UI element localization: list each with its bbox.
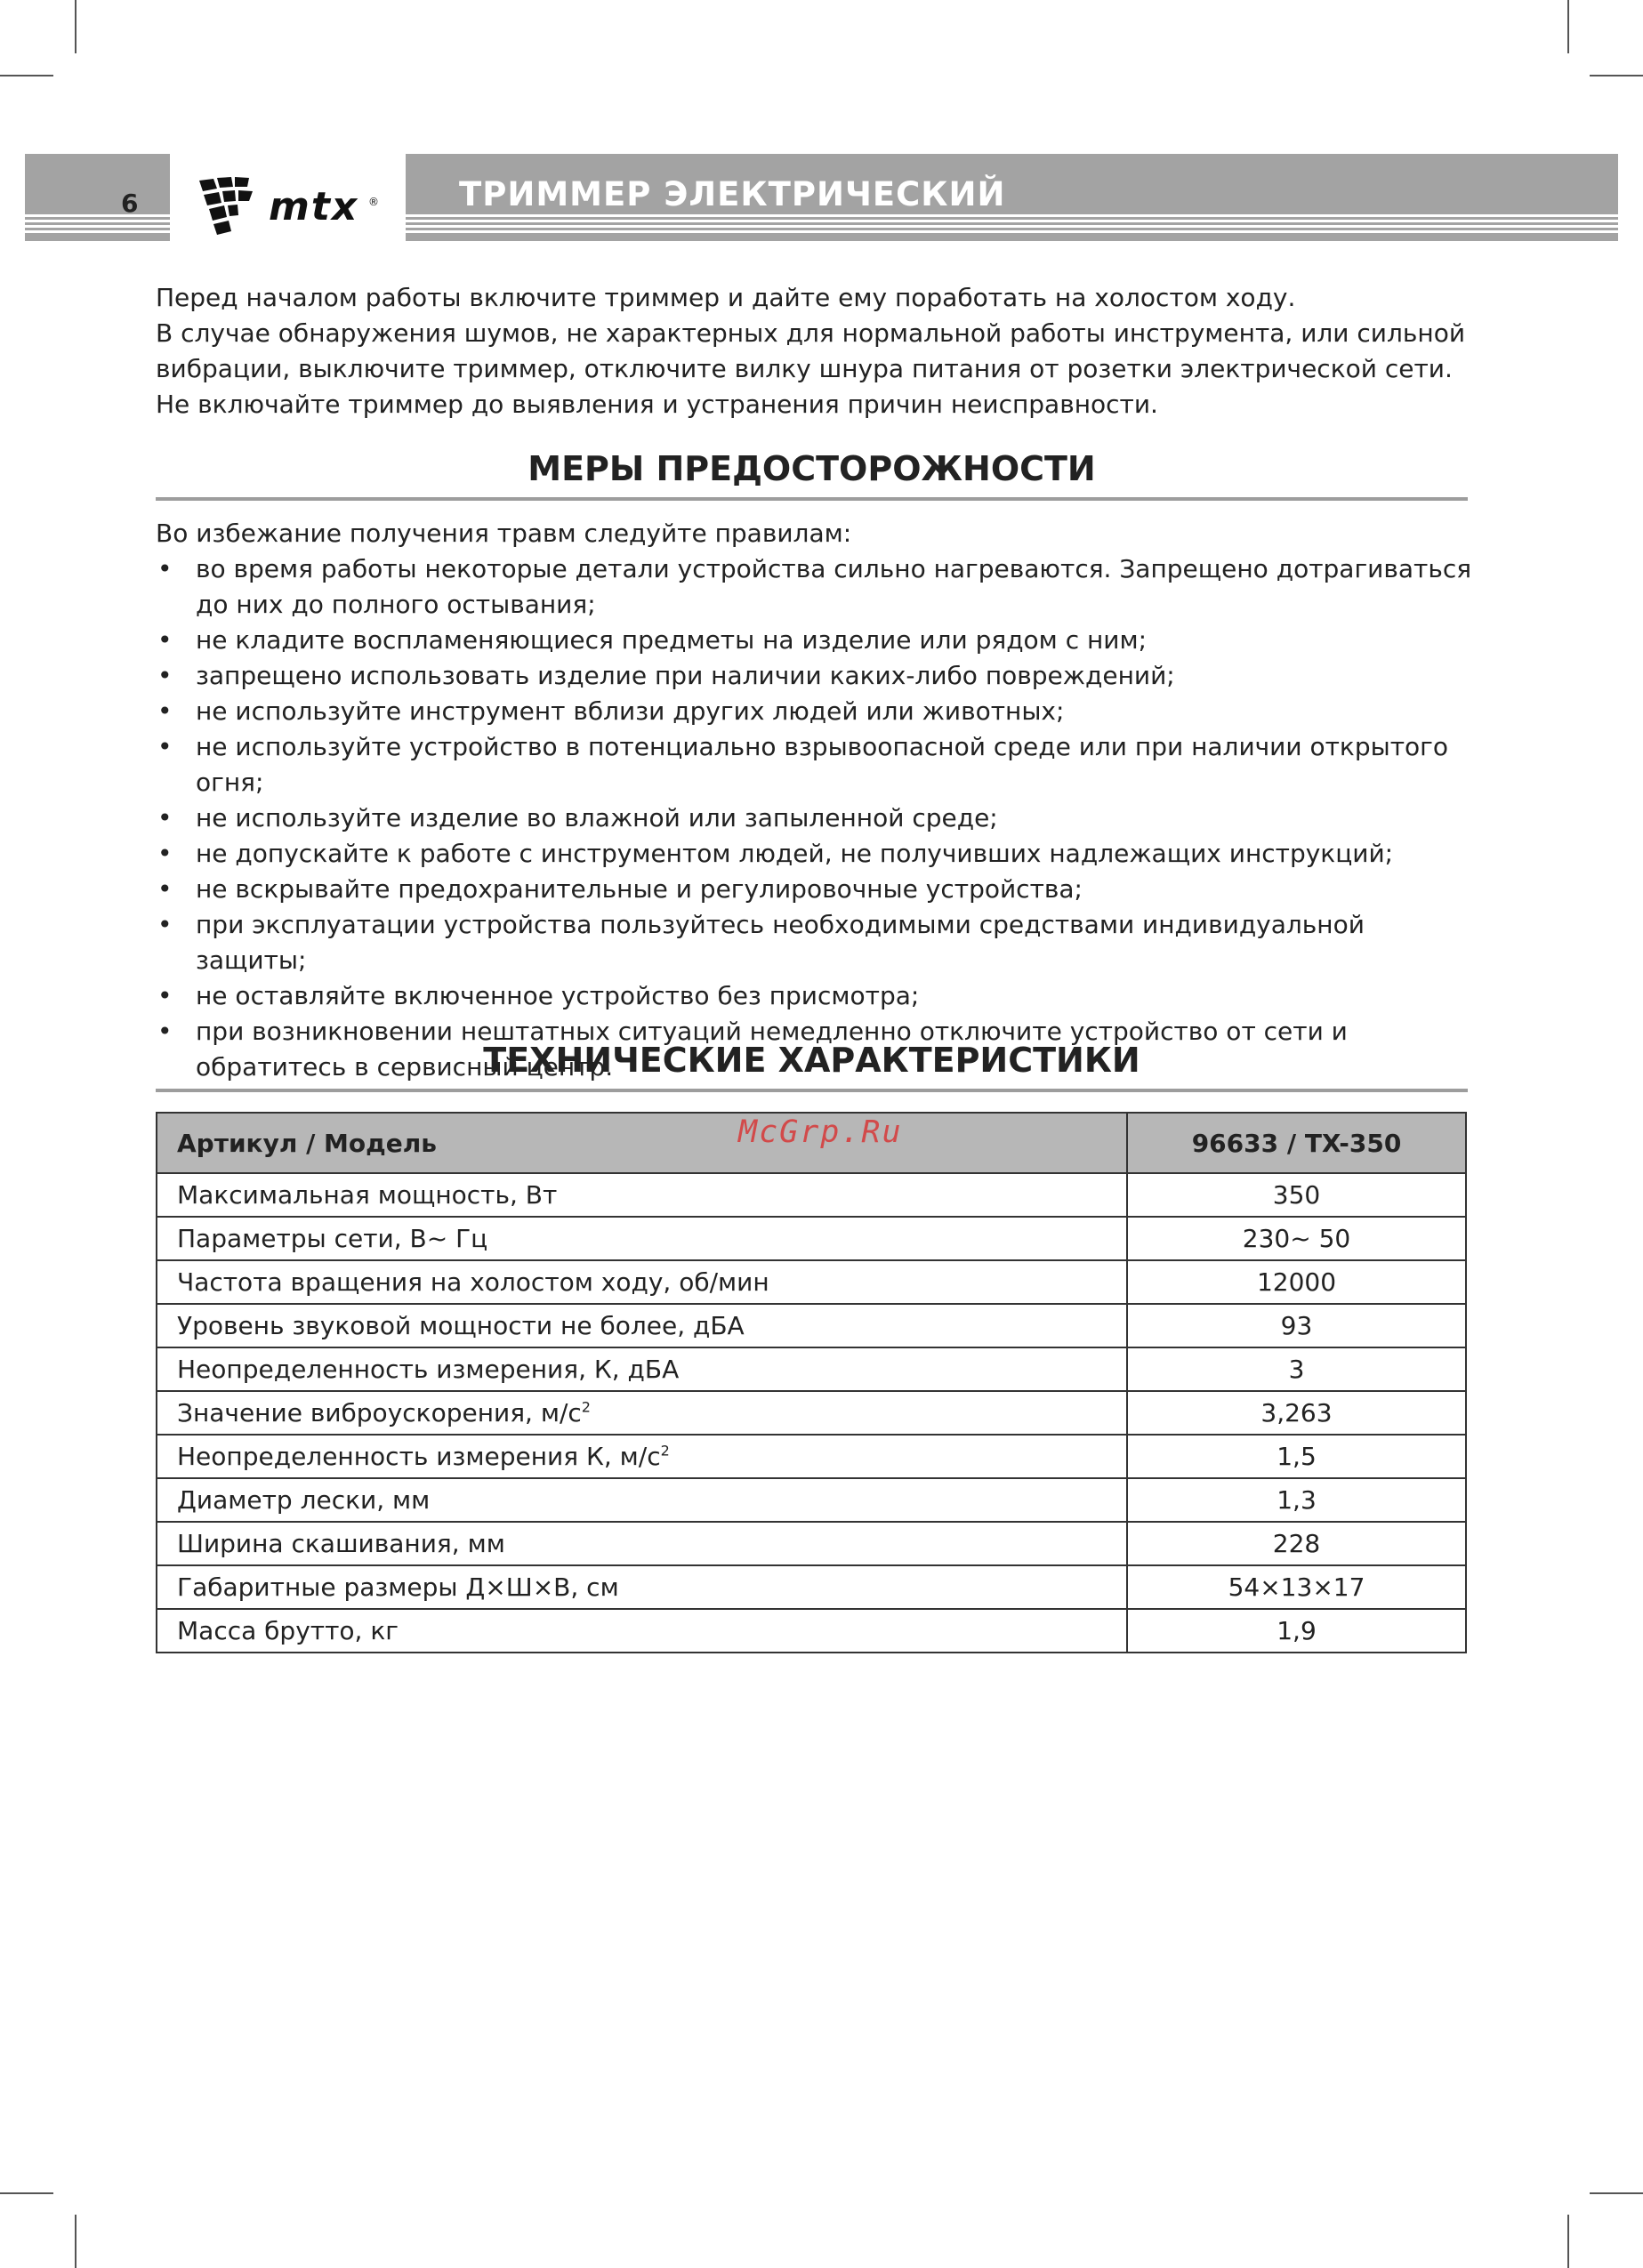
section-heading-specs: ТЕХНИЧЕСКИЕ ХАРАКТЕРИСТИКИ (156, 1041, 1468, 1092)
intro-line: Перед началом работы включите триммер и дайте ему поработать на холостом ходу. (156, 283, 1296, 312)
list-item: • не используйте устройство в потенциально взрывоопасной среде или при наличии открытого огня; (157, 732, 1448, 797)
list-item: • запрещено использовать изделие при наличии каких-либо повреждений; (157, 661, 1175, 690)
table-row: Масса брутто, кг 1,9 (157, 1609, 1466, 1653)
section-heading-precautions: МЕРЫ ПРЕДОСТОРОЖНОСТИ (156, 449, 1468, 501)
list-item: • не кладите воспламеняющиеся предметы на изделие или рядом с ним; (157, 625, 1148, 655)
rules-intro: Во избежание получения травм следуйте правилам: (156, 519, 852, 548)
watermark: McGrp.Ru (738, 1114, 903, 1150)
table-row: Неопределенность измерения К, $м/с^2$ 1,5 (157, 1435, 1466, 1478)
crop-mark (75, 0, 77, 53)
crop-mark (0, 2192, 53, 2194)
intro-paragraph: В случае обнаружения шумов, не характерных для нормальной работы инструмента, или сильной вибрации, выключите триммер, отключите вилку шнура питания от розетки электрической сети. Не включайте триммер до выявления и устранения причин неисправности. (156, 318, 1466, 419)
page-title: ТРИММЕР ЭЛЕКТРИЧЕСКИЙ (459, 175, 1006, 213)
brand-logo-text: mtx (269, 184, 359, 229)
crop-mark (1590, 75, 1643, 76)
list-item: • при возникновении нештатных ситуаций немедленно отключите устройство от сети и обратитесь в сервисный центр. (157, 1017, 1348, 1082)
page-number: 6 (121, 189, 139, 218)
list-item: • при эксплуатации устройства пользуйтесь необходимыми средствами индивидуальной защиты; (157, 910, 1365, 975)
table-row: Неопределенность измерения, К, дБА 3 (157, 1347, 1466, 1391)
crop-mark (1567, 2215, 1569, 2268)
table-row: Максимальная мощность, Вт 350 (157, 1173, 1466, 1217)
list-item: • не используйте инструмент вблизи других людей или животных; (157, 696, 1065, 726)
spec-table (156, 1112, 1467, 1653)
list-item: • не оставляйте включенное устройство без присмотра; (157, 981, 920, 1010)
crop-mark (1590, 2192, 1643, 2194)
crop-mark (0, 75, 53, 76)
table-row: Габаритные размеры Д×Ш×В, см 54×13×17 (157, 1565, 1466, 1609)
crop-mark (1567, 0, 1569, 53)
header-label: Артикул / Модель (157, 1113, 1127, 1173)
crop-mark (75, 2215, 77, 2268)
intro-text (156, 280, 1472, 422)
table-row: Ширина скашивания, мм 228 (157, 1522, 1466, 1565)
list-item: • не вскрывайте предохранительные и регулировочные устройства; (157, 874, 1083, 904)
header-left-band (25, 154, 170, 241)
registered-mark: ® (368, 196, 379, 208)
mtx-logo-icon (197, 176, 269, 238)
table-row: Параметры сети, В~ Гц 230~ 50 (157, 1217, 1466, 1260)
table-row: Диаметр лески, мм 1,3 (157, 1478, 1466, 1522)
table-row: Значение виброускорения, $м/с^2$ 3,263 (157, 1391, 1466, 1435)
list-item: • не используйте изделие во влажной или запыленной среде; (157, 803, 998, 832)
list-item: • во время работы некоторые детали устройства сильно нагреваются. Запрещено дотрагиваться до них до полного остывания; (157, 554, 1472, 619)
precautions-list (156, 551, 1481, 1085)
list-item: • не допускайте к работе с инструментом людей, не получивших надлежащих инструкций; (157, 839, 1394, 868)
table-row: Частота вращения на холостом ходу, об/мин 12000 (157, 1260, 1466, 1304)
table-row: Уровень звуковой мощности не более, дБА 93 (157, 1304, 1466, 1347)
header-value: 96633 / TX-350 (1127, 1113, 1466, 1173)
